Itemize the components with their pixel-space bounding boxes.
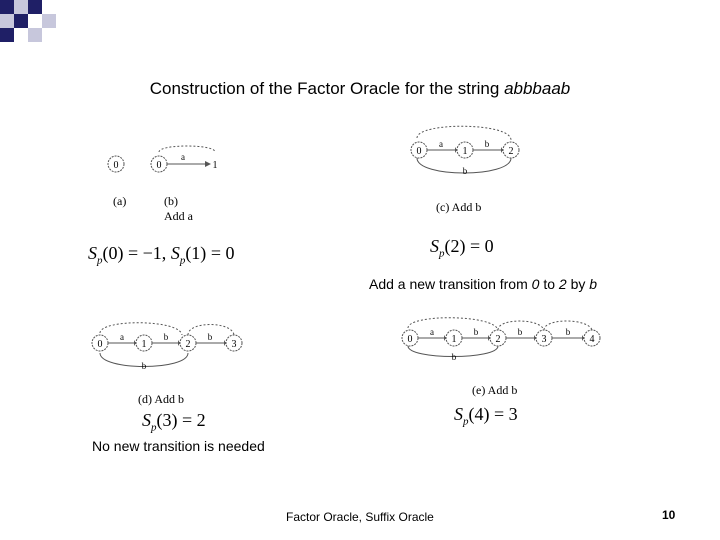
caption-a: (a) xyxy=(113,194,127,208)
state-1: 1 xyxy=(451,334,457,345)
state-1: 1 xyxy=(462,146,468,157)
state-0: 0 xyxy=(407,334,413,345)
caption-b-2: Add a xyxy=(164,209,193,223)
caption-c: (c) Add b xyxy=(436,200,482,214)
state-2: 2 xyxy=(495,334,501,345)
formula-sp2: $S_p(2) = 0$ xyxy=(430,236,494,260)
state-1: 1 xyxy=(212,160,218,171)
state-3: 3 xyxy=(541,334,547,345)
note-no-new-transition: No new transition is needed xyxy=(92,438,265,454)
formula-sp3: $S_p(3) = 2$ xyxy=(142,410,206,434)
formula-sp0-sp1: $S_p(0) = -1$, $S_p(1) = 0$ xyxy=(88,243,235,267)
diagram-c xyxy=(405,118,530,188)
diagram-b xyxy=(145,140,225,180)
edge-label-b: b xyxy=(484,139,490,149)
edge-label-b: b xyxy=(163,332,169,342)
edge-label-b-skip: b xyxy=(451,352,457,362)
edge-label-a: a xyxy=(181,152,185,162)
edge-label-b: b xyxy=(473,327,479,337)
edge-label-b-new: b xyxy=(462,166,468,176)
edge-label-a: a xyxy=(430,327,434,337)
state-3: 3 xyxy=(231,339,237,350)
diagram-e xyxy=(398,310,608,370)
slide-title: Construction of the Factor Oracle for the string abbbaab xyxy=(149,79,571,98)
state-2: 2 xyxy=(185,339,191,350)
state-0: 0 xyxy=(97,339,103,350)
note-new-transition: Add a new transition from 0 to 2 by b xyxy=(369,276,598,292)
diagram-d xyxy=(88,315,248,380)
caption-d: (d) Add b xyxy=(138,392,184,406)
caption-e: (e) Add b xyxy=(472,383,518,397)
state-0: 0 xyxy=(156,160,162,171)
state-0: 0 xyxy=(113,160,119,171)
edge-label-b: b xyxy=(517,327,523,337)
edge-label-b: b xyxy=(207,332,213,342)
caption-b-1: (b) xyxy=(164,194,178,208)
diagram-a xyxy=(100,150,140,180)
edge-label-b-skip: b xyxy=(141,361,147,371)
edge-label-a: a xyxy=(120,332,124,342)
formula-sp4: $S_p(4) = 3$ xyxy=(454,404,518,428)
state-4: 4 xyxy=(589,334,595,345)
state-0: 0 xyxy=(416,146,422,157)
page-number: 10 xyxy=(662,508,676,522)
edge-label-a: a xyxy=(439,139,443,149)
slide-footer: Factor Oracle, Suffix Oracle xyxy=(286,510,434,524)
edge-label-b: b xyxy=(565,327,571,337)
state-2: 2 xyxy=(508,146,514,157)
state-1: 1 xyxy=(141,339,147,350)
